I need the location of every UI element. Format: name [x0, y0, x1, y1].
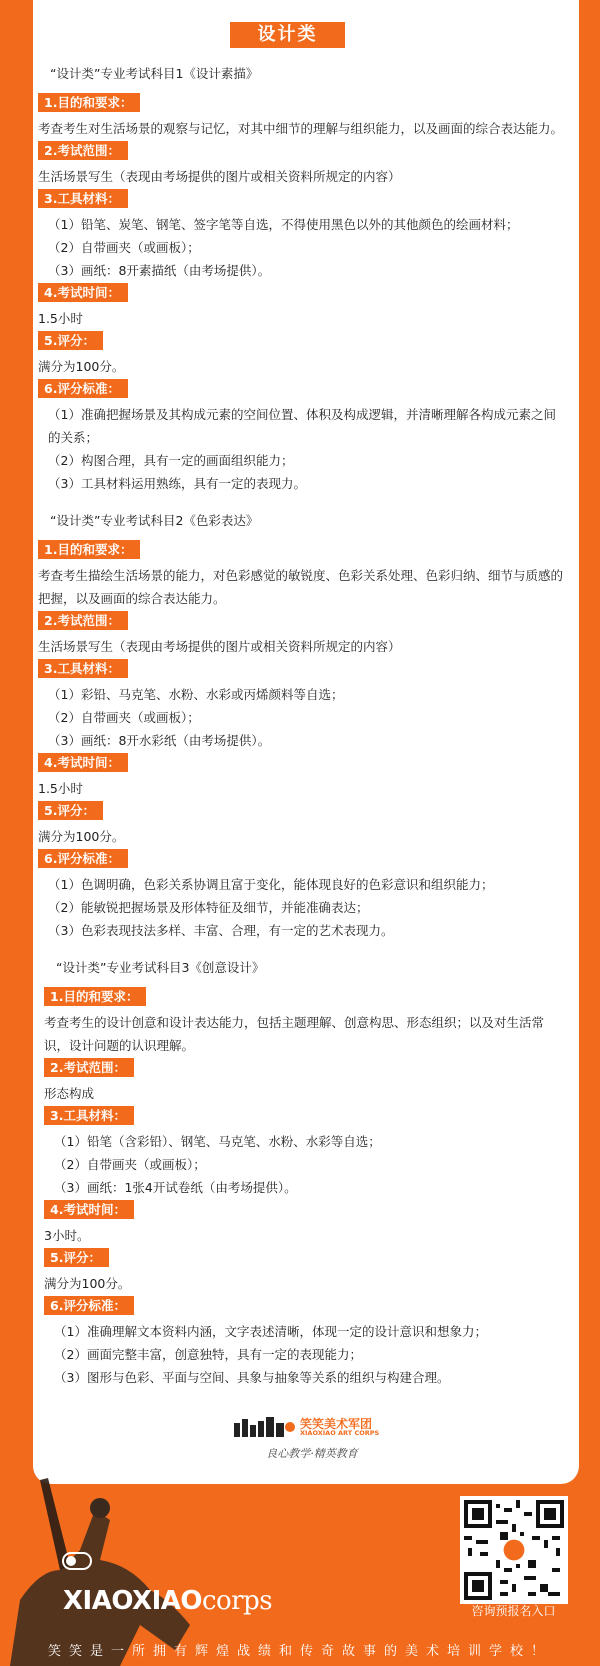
qr-code-icon: [464, 1500, 564, 1600]
tools-item: （2）自带画夹（或画板）；: [54, 1157, 206, 1172]
criteria-label: 6.评分标准：: [38, 849, 128, 868]
goal-text: 考查考生对生活场景的观察与记忆，对其中细节的理解与组织能力，以及画面的综合表达能力。: [38, 121, 564, 136]
subject-1: [38, 66, 568, 495]
goal-label: 1.目的和要求：: [38, 93, 140, 112]
main-content: [38, 66, 568, 1389]
criteria-item: （2）构图合理，具有一定的画面组织能力；: [48, 453, 294, 468]
brand-logo: [232, 1415, 392, 1467]
score-label: 5.评分：: [44, 1248, 109, 1267]
scope-label: 2.考试范围：: [44, 1058, 134, 1077]
scope-text: 形态构成: [44, 1086, 95, 1101]
tools-item: （1）铅笔、炭笔、钢笔、签字笔等自选，不得使用黑色以外的其他颜色的绘画材料；: [48, 217, 519, 232]
score-text: 满分为100分。: [38, 829, 125, 844]
tools-item: （1）铅笔（含彩铅）、钢笔、马克笔、水粉、水彩等自选；: [54, 1134, 381, 1149]
score-label: 5.评分：: [38, 801, 103, 820]
criteria-label: 6.评分标准：: [44, 1296, 134, 1315]
criteria-item: （3）图形与色彩、平面与空间、具象与抽象等关系的组织与构建合理。: [54, 1370, 450, 1385]
score-text: 满分为100分。: [44, 1276, 131, 1291]
scope-text: 生活场景写生（表现由考场提供的图片或相关资料所规定的内容）: [38, 169, 401, 184]
brand-name-cn: 笑笑美术军团: [300, 1417, 373, 1431]
qr-caption: 咨询预报名入口: [471, 1604, 556, 1618]
tools-item: （1）彩铅、马克笔、水粉、水彩或丙烯颜料等自选；: [48, 687, 344, 702]
scope-text: 生活场景写生（表现由考场提供的图片或相关资料所规定的内容）: [38, 639, 401, 654]
subject-2: [38, 513, 568, 942]
scope-label: 2.考试范围：: [38, 611, 128, 630]
criteria-item: （1）准确理解文本资料内涵，文字表述清晰，体现一定的设计意识和想象力；: [54, 1324, 487, 1339]
criteria-item: （1）准确把握场景及其构成元素的空间位置、体积及构成逻辑，并清晰理解各构成元素之间的关系；: [48, 407, 556, 445]
criteria-item: （2）画面完整丰富，创意独特，具有一定的表现能力；: [54, 1347, 362, 1362]
time-text: 1.5小时: [38, 781, 83, 796]
criteria-item: （1）色调明确，色彩关系协调且富于变化，能体现良好的色彩意识和组织能力；: [48, 877, 494, 892]
time-label: 4.考试时间：: [38, 753, 128, 772]
subject-3: [44, 960, 568, 1389]
tools-item: （3）画纸：8开素描纸（由考场提供）。: [48, 263, 271, 278]
time-text: 1.5小时: [38, 311, 83, 326]
corps-wordmark: [63, 1586, 272, 1616]
subject-title: “设计类”专业考试科目1《设计素描》: [50, 66, 259, 81]
goal-text: 考查考生描绘生活场景的能力，对色彩感觉的敏锐度、色彩关系处理、色彩归纳、细节与质感的把握，以及画面的综合表达能力。: [38, 568, 564, 606]
tools-item: （2）自带画夹（或画板）；: [48, 710, 200, 725]
time-text: 3小时。: [44, 1228, 90, 1243]
toggle-icon: [62, 1552, 92, 1570]
tools-item: （3）画纸：8开水彩纸（由考场提供）。: [48, 733, 271, 748]
corps-light: corps: [201, 1586, 273, 1616]
brand-name-en: XIAOXIAO ART CORPS: [300, 1429, 380, 1437]
tools-label: 3.工具材料：: [38, 189, 128, 208]
tools-item: （3）画纸：1张4开试卷纸（由考场提供）。: [54, 1180, 297, 1195]
footer-motto: 笑笑是一所拥有辉煌战绩和传奇故事的美术培训学校！: [47, 1644, 552, 1659]
time-label: 4.考试时间：: [38, 283, 128, 302]
page-title: 设计类: [230, 22, 345, 48]
score-text: 满分为100分。: [38, 359, 125, 374]
criteria-label: 6.评分标准：: [38, 379, 128, 398]
goal-text: 考查考生的设计创意和设计表达能力，包括主题理解、创意构思、形态组织；以及对生活常识，设计问题的认识理解。: [44, 1015, 545, 1053]
qr-code[interactable]: [460, 1496, 568, 1604]
time-label: 4.考试时间：: [44, 1200, 134, 1219]
criteria-item: （2）能敏锐把握场景及形体特征及细节，并能准确表达；: [48, 900, 369, 915]
subject-title: “设计类”专业考试科目2《色彩表达》: [50, 513, 259, 528]
tools-item: （2）自带画夹（或画板）；: [48, 240, 200, 255]
scope-label: 2.考试范围：: [38, 141, 128, 160]
slogan: 良心教学·精英教育: [266, 1447, 358, 1460]
subject-title: “设计类”专业考试科目3《创意设计》: [56, 960, 265, 975]
criteria-item: （3）色彩表现技法多样、丰富、合理，有一定的艺术表现力。: [48, 923, 394, 938]
horse-rider-illustration: [0, 1450, 250, 1666]
criteria-item: （3）工具材料运用熟练，具有一定的表现力。: [48, 476, 306, 491]
goal-label: 1.目的和要求：: [44, 987, 146, 1006]
goal-label: 1.目的和要求：: [38, 540, 140, 559]
corps-bold: XIAOXIAO: [63, 1586, 202, 1616]
tools-label: 3.工具材料：: [38, 659, 128, 678]
tools-label: 3.工具材料：: [44, 1106, 134, 1125]
score-label: 5.评分：: [38, 331, 103, 350]
